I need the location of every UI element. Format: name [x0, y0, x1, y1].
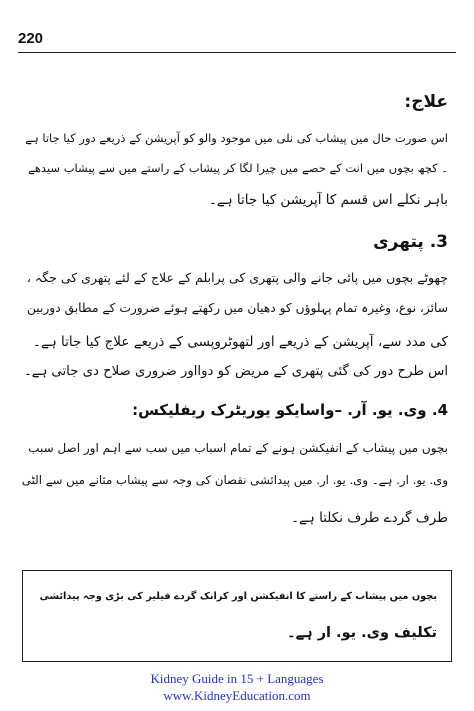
stone-paragraph-line-1: چھوٹے بچوں میں پائی جانے والی پتھری کی پرابلم کے علاج کے لئے پتھری کی جگہ ،: [26, 270, 448, 285]
stone-heading: 3. پتھری: [373, 232, 448, 252]
vur-paragraph-line-3: طرف گردے طرف نکلتا ہے۔: [291, 510, 448, 526]
page-number: 220: [18, 30, 44, 47]
stone-paragraph-line-2: سائز، نوع، وغیرہ تمام پہلوؤں کو دھیان میں رکھتے ہوئے ضرورت کے مطابق دوربین: [26, 301, 448, 315]
key-point-line-1: بچوں میں پیشاب کے راستے کا انفیکشن اور کرانک گردے فیلیر کی بڑی وجہ پیدائشی: [39, 591, 437, 602]
footer-title: Kidney Guide in 15 + Languages: [150, 671, 324, 686]
stone-paragraph-line-4: اس طرح دور کی گئی پتھری کے مریض کو دوااور ضروری صلاح دی جاتی ہے۔: [23, 364, 448, 379]
vur-heading: 4. وی. یو. آر. –واسایکو یوریٹرک ریفلیکس:: [132, 401, 448, 419]
key-point-line-2: تکلیف وی. یو. ار ہے۔: [287, 625, 437, 641]
vur-paragraph-line-1: بچوں میں پیشاب کے انفیکشن ہونے کے تمام اسباب میں سب سے اہم اور اصل سبب: [28, 441, 448, 455]
treatment-paragraph-line-2: ۔ کچھ بچوں میں انت کے حصے میں چیرا لگا کر پیشاب کے راستے میں سے پیشاب سیدھے: [28, 161, 448, 175]
treatment-paragraph-line-3: باہر نکلے اس قسم کا آپریشن کیا جاتا ہے۔: [208, 192, 448, 208]
header-rule: [18, 52, 456, 53]
vur-paragraph-line-2: وی. یو. ار. ہے۔ وی. یو. ار. میں پیدائشی نقصان کی وجہ سے پیشاب مثانے میں سے الٹی: [21, 473, 448, 487]
treatment-paragraph-line-1: اس صورت حال میں پیشاب کی نلی میں موجود والو کو آپریشن کے ذریعے دور کیا جاتا ہے: [25, 131, 448, 145]
stone-paragraph-line-3: کی مدد سے، آپریشن کے ذریعے اور لتھوٹروپسی کے ذریعے علاج کیا جاتا ہے۔: [33, 334, 448, 350]
key-point-box: [22, 570, 452, 662]
footer-website-link[interactable]: www.KidneyEducation.com: [163, 688, 311, 703]
treatment-heading: علاج:: [404, 92, 448, 112]
